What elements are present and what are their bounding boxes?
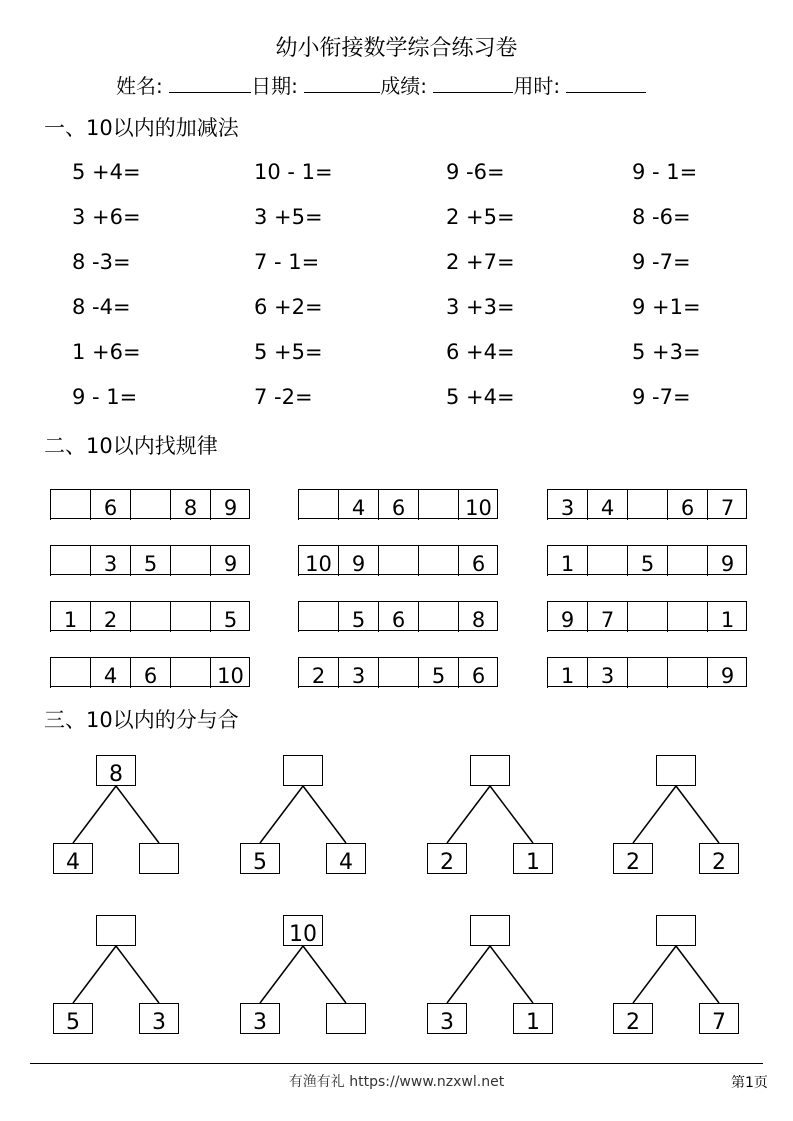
- page-title: 幼小衔接数学综合练习卷: [275, 36, 518, 61]
- sequence-cell: 6: [378, 490, 418, 520]
- section3-heading: 三、10以内的分与合: [44, 708, 239, 732]
- sequence-cell: 6: [130, 658, 170, 688]
- sequence-cell: 6: [667, 490, 707, 520]
- sequence-cell: 3: [587, 658, 627, 688]
- bond-branch-line: [73, 946, 116, 1003]
- sequence-cell: 9: [210, 490, 250, 520]
- bond-part-left-box: 2: [613, 843, 653, 874]
- equation: 5 +5=: [254, 340, 323, 364]
- bond-part-left-box: 3: [427, 1003, 467, 1034]
- sequence-cell: 9: [707, 658, 747, 688]
- bond-part-right-box-blank[interactable]: [139, 843, 179, 874]
- sequence-cell: 2: [298, 658, 338, 688]
- footer-divider: [30, 1063, 763, 1064]
- bond-part-right-box: 2: [699, 843, 739, 874]
- equation: 2 +5=: [446, 205, 515, 229]
- bond-total-box-blank[interactable]: [96, 915, 136, 946]
- date-label: 日期:: [251, 74, 298, 98]
- bond-part-right-box: 3: [139, 1003, 179, 1034]
- sequence-cell: 3: [90, 546, 130, 576]
- bond-branch-line: [260, 786, 303, 843]
- bond-branch-line: [490, 946, 533, 1003]
- sequence-cell: 1: [50, 602, 90, 632]
- equation: 3 +5=: [254, 205, 323, 229]
- equation: 5 +3=: [632, 340, 701, 364]
- bond-part-left-box: 2: [427, 843, 467, 874]
- sequence-cell: 10: [210, 658, 250, 688]
- section2-heading: 二、10以内找规律: [44, 434, 218, 458]
- bond-part-left-box: 5: [53, 1003, 93, 1034]
- bond-branch-line: [633, 786, 676, 843]
- sequence-cell: 5: [418, 658, 458, 688]
- equation: 1 +6=: [72, 340, 141, 364]
- bond-branch-line: [633, 946, 676, 1003]
- bond-total-box-blank[interactable]: [283, 755, 323, 786]
- sequence-cell: 1: [707, 602, 747, 632]
- sequence-cell: 3: [338, 658, 378, 688]
- equation: 6 +2=: [254, 295, 323, 319]
- bond-part-right-box: 1: [513, 1003, 553, 1034]
- sequence-cell: 9: [210, 546, 250, 576]
- bond-branch-line: [676, 786, 719, 843]
- equation: 7 - 1=: [254, 250, 320, 274]
- equation: 9 -7=: [632, 385, 691, 409]
- sequence-cell: 5: [130, 546, 170, 576]
- footer-site: 有渔有礼 https://www.nzxwl.net: [288, 1074, 505, 1090]
- equation: 3 +3=: [446, 295, 515, 319]
- section1-heading: 一、10以内的加减法: [44, 116, 239, 140]
- bond-total-box: 8: [96, 755, 136, 786]
- sequence-cell: 1: [547, 658, 587, 688]
- bond-part-right-box-blank[interactable]: [326, 1003, 366, 1034]
- sequence-cell: 6: [378, 602, 418, 632]
- equation: 9 -6=: [446, 160, 505, 184]
- equation: 8 -3=: [72, 250, 131, 274]
- sequence-cell: 5: [210, 602, 250, 632]
- bond-branch-line: [303, 946, 346, 1003]
- sequence-cell: 8: [458, 602, 498, 632]
- sequence-cell: 10: [298, 546, 338, 576]
- sequence-cell: 7: [707, 490, 747, 520]
- sequence-cell: 2: [90, 602, 130, 632]
- name-label: 姓名:: [116, 74, 163, 98]
- equation: 5 +4=: [446, 385, 515, 409]
- bond-part-left-box: 4: [53, 843, 93, 874]
- bond-total-box-blank[interactable]: [656, 755, 696, 786]
- bond-total-box-blank[interactable]: [470, 755, 510, 786]
- score-label: 成绩:: [380, 74, 427, 98]
- sequence-cell: 4: [90, 658, 130, 688]
- bond-branch-line: [260, 946, 303, 1003]
- sequence-cell: 9: [707, 546, 747, 576]
- sequence-cell: 10: [458, 490, 498, 520]
- bond-part-right-box: 7: [699, 1003, 739, 1034]
- equation: 8 -6=: [632, 205, 691, 229]
- time-label: 用时:: [513, 74, 561, 98]
- sequence-cell: 5: [627, 546, 667, 576]
- bond-branch-line: [447, 946, 490, 1003]
- sequence-cell: 4: [587, 490, 627, 520]
- sequence-cell: 9: [338, 546, 378, 576]
- equation: 8 -4=: [72, 295, 131, 319]
- equation: 5 +4=: [72, 160, 141, 184]
- bond-branch-line: [116, 786, 159, 843]
- sequence-cell: 5: [338, 602, 378, 632]
- equation: 9 - 1=: [72, 385, 138, 409]
- equation: 9 +1=: [632, 295, 701, 319]
- bond-part-left-box: 5: [240, 843, 280, 874]
- equation: 9 -7=: [632, 250, 691, 274]
- bond-total-box-blank[interactable]: [470, 915, 510, 946]
- bond-total-box: 10: [283, 915, 323, 946]
- sequence-cell: 4: [338, 490, 378, 520]
- bond-branch-line: [116, 946, 159, 1003]
- sequence-cell: 3: [547, 490, 587, 520]
- bond-part-right-box: 1: [513, 843, 553, 874]
- equation: 9 - 1=: [632, 160, 698, 184]
- equation: 2 +7=: [446, 250, 515, 274]
- bond-branch-line: [490, 786, 533, 843]
- bond-part-left-box: 2: [613, 1003, 653, 1034]
- sequence-cell: 1: [547, 546, 587, 576]
- equation: 7 -2=: [254, 385, 313, 409]
- bond-part-left-box: 3: [240, 1003, 280, 1034]
- bond-branch-line: [676, 946, 719, 1003]
- sequence-cell: 6: [458, 658, 498, 688]
- bond-total-box-blank[interactable]: [656, 915, 696, 946]
- bond-branch-line: [73, 786, 116, 843]
- equation: 10 - 1=: [254, 160, 333, 184]
- sequence-cell: 6: [90, 490, 130, 520]
- page-number: 第1页: [731, 1075, 768, 1091]
- equation: 6 +4=: [446, 340, 515, 364]
- bond-part-right-box: 4: [326, 843, 366, 874]
- bond-branch-line: [447, 786, 490, 843]
- equation: 3 +6=: [72, 205, 141, 229]
- sequence-cell: 6: [458, 546, 498, 576]
- sequence-cell: 8: [170, 490, 210, 520]
- sequence-cell: 7: [587, 602, 627, 632]
- sequence-cell: 9: [547, 602, 587, 632]
- bond-branch-line: [303, 786, 346, 843]
